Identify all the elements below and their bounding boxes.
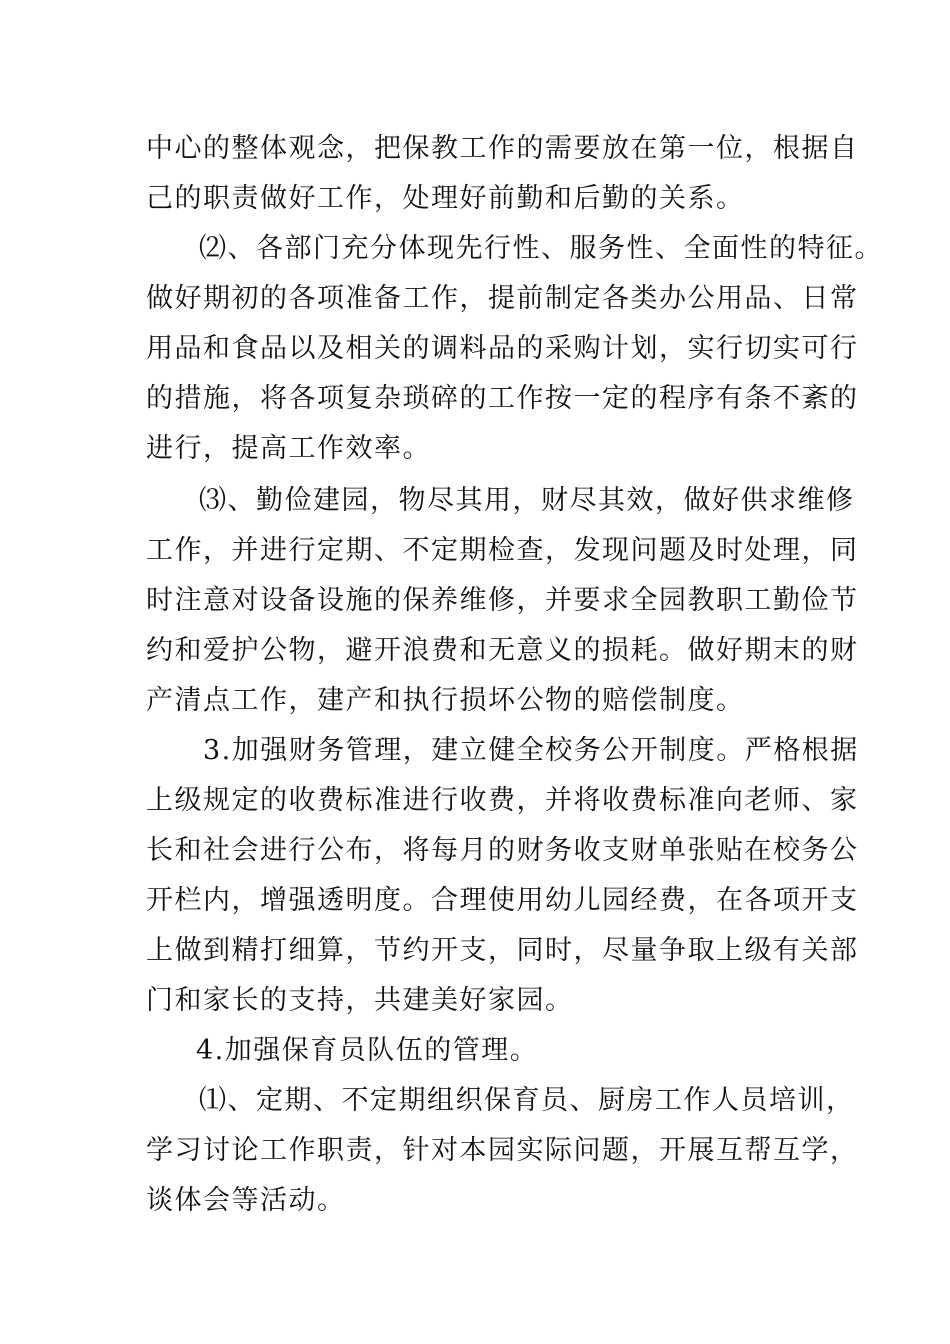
text-line: 长和社会进行公布，将每月的财务收支财单张贴在校务公 — [146, 835, 859, 866]
text-line: 开栏内，增强透明度。合理使用幼儿园经费，在各项开支 — [146, 885, 859, 916]
text-line: 学习讨论工作职责，针对本园实际问题，开展互帮互学， — [146, 1135, 859, 1166]
text-line: ⑶、勤俭建园，物尽其用，财尽其效，做好供求维修 — [199, 485, 855, 516]
text-line: ⑵、各部门充分体现先行性、服务性、全面性的特征。 — [199, 233, 883, 264]
text-line: 做好期初的各项准备工作，提前制定各类办公用品、日常 — [146, 283, 859, 314]
text-line: 上级规定的收费标准进行收费，并将收费标准向老师、家 — [146, 785, 859, 816]
text-line: 时注意对设备设施的保养维修，并要求全园教职工勤俭节 — [146, 585, 859, 616]
text-line: 谈体会等活动。 — [146, 1185, 346, 1216]
text-line: 己的职责做好工作，处理好前勤和后勤的关系。 — [146, 183, 745, 214]
text-line: 产清点工作，建产和执行损坏公物的赔偿制度。 — [146, 685, 745, 716]
text-line: 进行，提高工作效率。 — [146, 433, 431, 464]
text-line: 用品和食品以及相关的调料品的采购计划，实行切实可行 — [146, 333, 859, 364]
text-line: 4.加强保育员队伍的管理。 — [196, 1035, 539, 1066]
text-line: 工作，并进行定期、不定期检查，发现问题及时处理，同 — [146, 535, 859, 566]
text-line: 中心的整体观念，把保教工作的需要放在第一位，根据自 — [146, 133, 859, 164]
text-line: 3.加强财务管理，建立健全校务公开制度。严格根据 — [203, 735, 859, 766]
text-line: 约和爱护公物，避开浪费和无意义的损耗。做好期末的财 — [146, 635, 859, 666]
text-line: 门和家长的支持，共建美好家园。 — [146, 985, 574, 1016]
text-line: 的措施，将各项复杂琐碎的工作按一定的程序有条不紊的 — [146, 383, 859, 414]
text-line: ⑴、定期、不定期组织保育员、厨房工作人员培训， — [199, 1085, 855, 1116]
text-line: 上做到精打细算，节约开支，同时，尽量争取上级有关部 — [146, 935, 859, 966]
